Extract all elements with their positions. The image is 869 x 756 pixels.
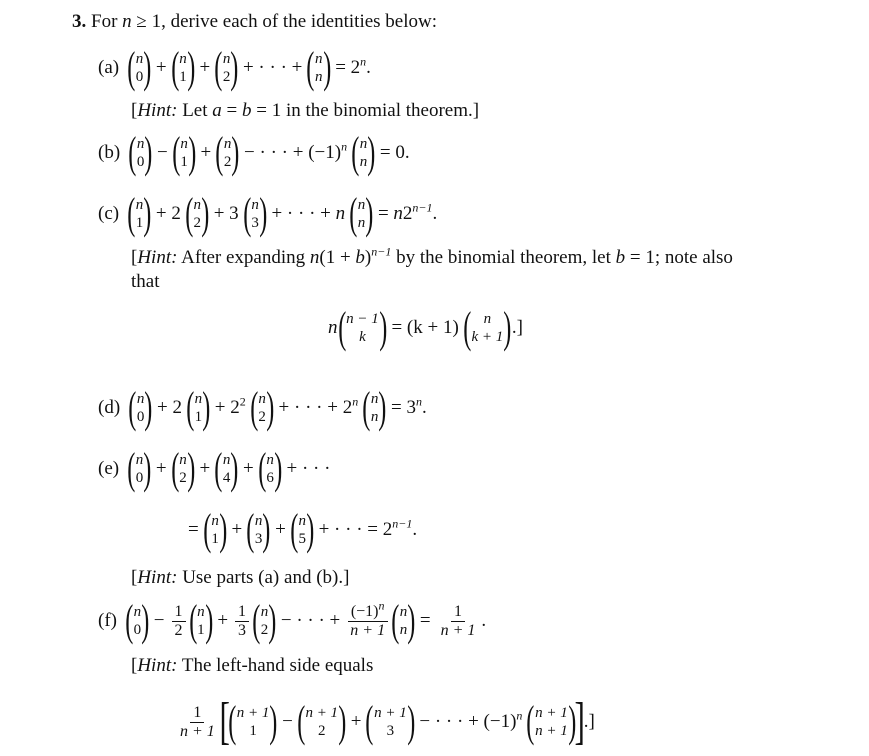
problem-number: 3. <box>72 11 87 32</box>
hint-f-equation: $\frac{1}{n + 1}$ [ ( n + 1 1 ) − ( n + 1 2 ) + ( n + 1 3 ) − · · · + $(-1)^n$ ( n + 1 n + 1 ) ] .] <box>174 696 595 748</box>
plus-op: + <box>231 519 243 540</box>
intro-pre: For <box>91 11 123 32</box>
binom-np1-np1: ( n + 1 n + 1 ) <box>526 697 577 746</box>
binom-np1-2: ( n + 1 2 ) <box>297 697 347 746</box>
binom-n-n: ( n n ) <box>351 128 376 177</box>
plus-op: + <box>275 519 286 540</box>
binom-n-0: ( n 0 ) <box>127 43 152 92</box>
plus-op: + 2 <box>156 397 182 418</box>
binom-n-2: ( n 2 ) <box>170 444 196 493</box>
rhs: = $n2^{n-1}$. <box>377 200 438 224</box>
plus-op: + 3 <box>213 203 239 224</box>
binom-n-kp1: ( n k + 1 ) <box>463 303 512 352</box>
right-bracket: ] <box>574 693 586 750</box>
label-a: (a) <box>98 57 120 78</box>
equals-op: = <box>188 519 199 540</box>
binom-n-n: ( n n ) <box>306 43 331 92</box>
hint-a: [Hint: Let a = b = 1 in the binomial theorem.] <box>131 100 480 121</box>
plus-op: + <box>242 458 254 479</box>
equals-op: = <box>419 610 431 631</box>
hint-word: Hint: <box>137 567 178 588</box>
binom-n-n: ( n n ) <box>391 596 416 645</box>
fraction-1-2: $\frac{1}{2}$ <box>172 603 186 640</box>
plus-op: + 2 <box>155 203 181 224</box>
binom-n-1: ( n 1 ) <box>171 128 197 177</box>
hint-c-equation: n ( n − 1 k ) = (k + 1) ( n k + 1 ) .] <box>328 303 523 352</box>
label-c: (c) <box>98 203 120 224</box>
binom-n-5: ( n 5 ) <box>290 505 315 554</box>
part-b <box>98 128 414 177</box>
left-bracket: [ <box>219 693 230 750</box>
binom-nm1-k: ( n − 1 k ) <box>337 303 388 352</box>
plus-op: + $2^2$ <box>214 394 246 418</box>
plus-op: + <box>200 142 212 163</box>
binom-n-2: ( n 2 ) <box>250 383 275 432</box>
binom-n-6: ( n 6 ) <box>257 444 283 493</box>
plus-op: + <box>217 610 229 631</box>
hint-word: Hint: <box>137 247 178 268</box>
plus-op: + <box>350 711 362 732</box>
dots-op: − · · · + $(-1)^n$ <box>419 708 523 732</box>
mid-dots: − · · · + $(-1)^n$ <box>244 139 348 163</box>
binom-n-1: ( n 1 ) <box>186 383 211 432</box>
binom-n-2: ( n 2 ) <box>185 189 210 238</box>
label-e: (e) <box>98 458 120 479</box>
binom-n-2: ( n 2 ) <box>215 128 240 177</box>
dots-op: − · · · + <box>280 610 341 631</box>
binom-n-1: ( n 1 ) <box>170 43 196 92</box>
plus-op: + <box>199 458 211 479</box>
binom-n-0: ( n 0 ) <box>125 596 150 645</box>
dots-op: + · · · <box>286 458 331 479</box>
intro-var: n <box>122 11 132 32</box>
minus-op: − <box>153 610 165 631</box>
rhs: = $2^n$. <box>335 54 371 78</box>
fraction-1-np1: $\frac{1}{n + 1}$ <box>180 703 215 740</box>
binom-n-n: ( n n ) <box>362 383 387 432</box>
binom-n-1: ( n 1 ) <box>188 596 214 645</box>
plus-op: + <box>155 57 167 78</box>
part-a <box>98 43 375 92</box>
hint-word: Hint: <box>137 655 178 676</box>
intro-text: ≥ 1, derive each of the identities below: <box>131 11 438 32</box>
binom-n-0: ( n 0 ) <box>128 128 153 177</box>
dots-op: + · · · + <box>242 57 303 78</box>
fraction-signed: $\frac{(-1)^n}{n + 1}$ <box>347 603 388 640</box>
binom-n-1: ( n 1 ) <box>203 505 228 554</box>
hint-c-line2: that <box>131 271 160 292</box>
rhs: = 0. <box>379 142 410 163</box>
plus-op: + <box>155 458 167 479</box>
problem-header <box>72 10 437 34</box>
rhs: + · · · = $2^{n-1}$. <box>318 516 418 540</box>
label-f: (f) <box>98 610 117 631</box>
dots-op: + · · · + $2^n$ <box>278 394 359 418</box>
fraction-1-3: $\frac{1}{3}$ <box>235 603 249 640</box>
plus-op: + <box>199 57 211 78</box>
part-d <box>98 383 431 432</box>
part-c <box>98 189 441 238</box>
binom-n-0: ( n 0 ) <box>127 444 152 493</box>
binom-n-3: ( n 3 ) <box>242 189 268 238</box>
hint-f: [Hint: The left-hand side equals <box>131 655 374 676</box>
part-e-line2 <box>184 505 421 554</box>
fraction-rhs: $\frac{1}{n + 1}$ <box>440 602 476 639</box>
binom-n-0: ( n 0 ) <box>128 383 153 432</box>
label-b: (b) <box>98 142 121 163</box>
binom-n-3: ( n 3 ) <box>246 505 271 554</box>
binom-np1-1: ( n + 1 1 ) <box>228 697 278 746</box>
dots-op: + · · · + n <box>271 203 346 224</box>
minus-op: − <box>282 711 293 732</box>
part-f: (f) ( n 0 ) − $\frac{1}{2}$ ( n 1 ) + $\frac{1}{3}$ ( n 2 ) − · · · + $\frac{(-1)^n}{n + 1}$ ( n n ) = $\frac{1}{n + 1}$ . <box>98 596 487 645</box>
minus-op: − <box>156 142 168 163</box>
label-d: (d) <box>98 397 121 418</box>
part-e <box>98 444 334 493</box>
hint-word: Hint: <box>137 100 178 121</box>
rhs: = $3^n$. <box>391 394 427 418</box>
binom-n-2: ( n 2 ) <box>214 43 239 92</box>
binom-n-1: ( n 1 ) <box>127 189 152 238</box>
binom-n-2: ( n 2 ) <box>252 596 277 645</box>
binom-n-n: ( n n ) <box>349 189 374 238</box>
hint-c-line1: [Hint: After expanding $n(1 + b)^{n-1}$ by the binomial theorem, let b = 1; note also <box>131 244 733 268</box>
binom-n-4: ( n 4 ) <box>214 444 239 493</box>
binom-np1-3: ( n + 1 3 ) <box>365 697 416 746</box>
hint-e: [Hint: Use parts (a) and (b).] <box>131 567 350 588</box>
